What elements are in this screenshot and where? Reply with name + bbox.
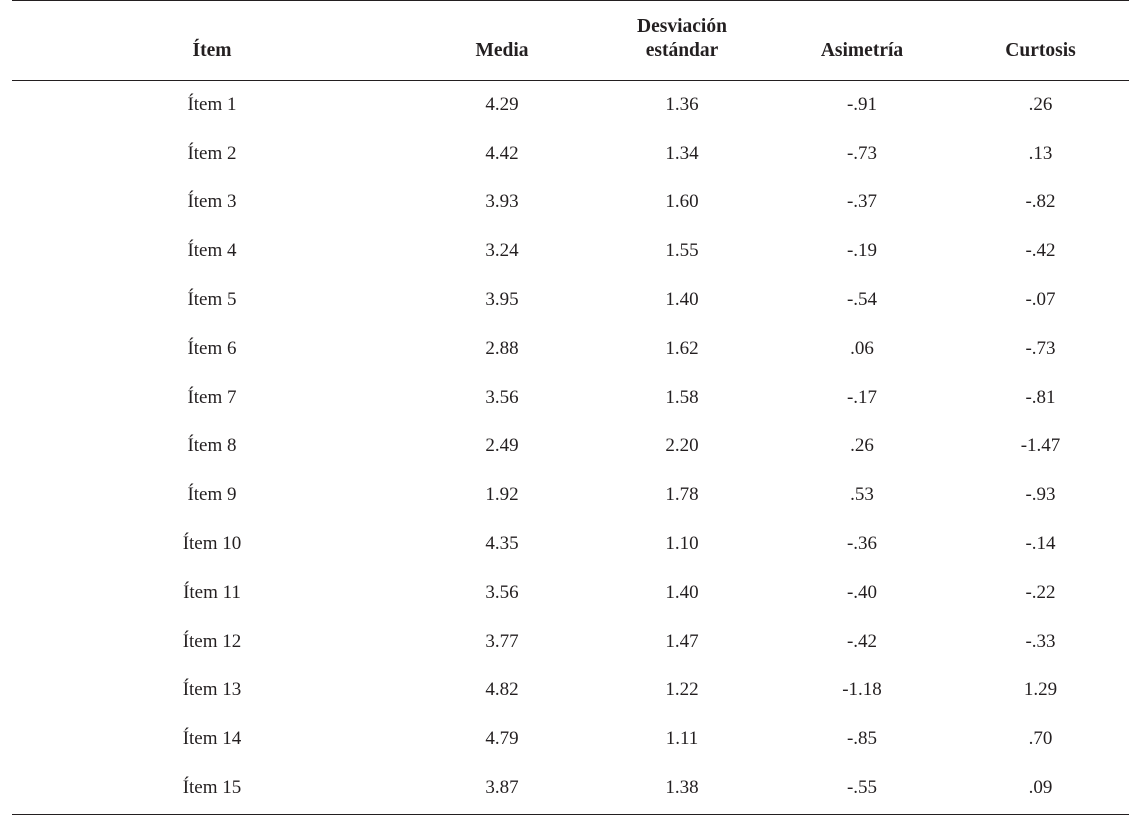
table-row — [12, 764, 1129, 814]
cell-desviacion: 1.34 — [665, 142, 699, 164]
cell-media: 4.42 — [485, 142, 519, 164]
cell-item: Ítem 3 — [187, 191, 237, 213]
cell-asimetria: .26 — [850, 435, 874, 457]
cell-media: 2.49 — [485, 435, 519, 457]
cell-curtosis: -.82 — [1025, 191, 1056, 213]
table-row — [12, 569, 1129, 618]
cell-media: 2.88 — [485, 337, 519, 359]
cell-item: Ítem 1 — [187, 93, 237, 115]
column-header-item: Ítem — [12, 1, 412, 81]
table-row — [12, 227, 1129, 276]
cell-curtosis: -.81 — [1025, 386, 1056, 408]
cell-curtosis: .26 — [1028, 93, 1053, 115]
cell-media: 3.56 — [485, 581, 519, 603]
cell-desviacion: 1.10 — [665, 532, 699, 554]
cell-media: 3.24 — [485, 240, 519, 262]
cell-desviacion: 1.62 — [665, 337, 699, 359]
cell-asimetria: -.19 — [846, 240, 878, 262]
cell-curtosis: -.73 — [1025, 337, 1056, 359]
table-row — [12, 520, 1129, 569]
cell-item: Ítem 11 — [183, 581, 241, 603]
cell-item: Ítem 10 — [182, 532, 242, 554]
cell-asimetria: -.36 — [846, 532, 878, 554]
cell-asimetria: .53 — [850, 484, 874, 506]
cell-media: 1.92 — [485, 484, 519, 506]
cell-item: Ítem 8 — [187, 435, 237, 457]
cell-desviacion: 1.40 — [665, 288, 699, 310]
cell-desviacion: 1.47 — [665, 630, 699, 652]
table-header — [12, 1, 1129, 81]
cell-item: Ítem 14 — [182, 728, 242, 750]
cell-desviacion: 1.22 — [665, 679, 699, 701]
cell-curtosis: 1.29 — [1023, 679, 1058, 701]
cell-asimetria: -.54 — [846, 288, 878, 310]
cell-asimetria: -.85 — [846, 728, 878, 750]
cell-item: Ítem 9 — [187, 484, 237, 506]
cell-media: 3.56 — [485, 386, 519, 408]
cell-item: Ítem 7 — [187, 386, 237, 408]
cell-desviacion: 1.60 — [665, 191, 699, 213]
cell-curtosis: -1.47 — [1020, 435, 1061, 457]
cell-curtosis: .09 — [952, 764, 1129, 814]
cell-asimetria: -.37 — [846, 191, 878, 213]
table-row — [12, 666, 1129, 715]
column-header-media: Media — [412, 1, 592, 81]
cell-asimetria: -.40 — [846, 581, 878, 603]
cell-item: Ítem 12 — [182, 630, 242, 652]
cell-desviacion: 1.11 — [665, 728, 699, 750]
cell-item: Ítem 15 — [12, 764, 412, 814]
cell-curtosis: .13 — [1028, 142, 1053, 164]
cell-item: Ítem 5 — [187, 288, 237, 310]
table-row — [12, 325, 1129, 374]
cell-item: Ítem 2 — [187, 142, 237, 164]
cell-desviacion: 2.20 — [665, 435, 699, 457]
cell-desviacion: 1.58 — [665, 386, 699, 408]
cell-media: 3.87 — [412, 764, 592, 814]
table-row — [12, 276, 1129, 325]
cell-media: 3.93 — [485, 191, 519, 213]
cell-desviacion: 1.38 — [592, 764, 772, 814]
table-row — [12, 422, 1129, 471]
descriptive-statistics-table — [12, 0, 1129, 815]
table-header-row — [12, 1, 1129, 81]
cell-media: 4.35 — [485, 532, 519, 554]
table-row — [12, 471, 1129, 520]
cell-asimetria: -1.18 — [842, 679, 882, 701]
cell-item: Ítem 13 — [182, 679, 242, 701]
table-row — [12, 178, 1129, 227]
cell-desviacion: 1.78 — [665, 484, 699, 506]
cell-asimetria: -.91 — [846, 93, 878, 115]
column-header-desviacion-line1: Desviación — [637, 16, 727, 37]
cell-media: 4.79 — [485, 728, 519, 750]
cell-media: 3.95 — [485, 288, 519, 310]
cell-curtosis: -.93 — [1025, 484, 1056, 506]
cell-curtosis: -.22 — [1025, 581, 1056, 603]
cell-asimetria: -.73 — [846, 142, 878, 164]
column-header-curtosis: Curtosis — [952, 1, 1129, 81]
cell-curtosis: .70 — [1028, 728, 1053, 750]
cell-curtosis: -.07 — [1025, 288, 1056, 310]
cell-media: 4.82 — [485, 679, 519, 701]
cell-media: 3.77 — [485, 630, 519, 652]
column-header-desviacion-estandar — [592, 1, 772, 81]
cell-asimetria: -.55 — [772, 764, 952, 814]
column-header-desviacion-line2: estándar — [645, 40, 719, 62]
cell-asimetria: -.17 — [846, 386, 878, 408]
cell-curtosis: -.14 — [1025, 532, 1056, 554]
table-row — [12, 80, 1129, 129]
table-row — [12, 130, 1129, 179]
table-body — [12, 80, 1129, 814]
table-row — [12, 618, 1129, 667]
cell-desviacion: 1.55 — [665, 240, 699, 262]
cell-item: Ítem 6 — [187, 337, 237, 359]
cell-item: Ítem 4 — [187, 240, 237, 262]
cell-curtosis: -.33 — [1025, 630, 1056, 652]
cell-asimetria: -.42 — [846, 630, 878, 652]
cell-curtosis: -.42 — [1025, 240, 1056, 262]
cell-asimetria: .06 — [850, 337, 874, 359]
column-header-asimetria: Asimetría — [772, 1, 952, 81]
cell-desviacion: 1.36 — [665, 93, 699, 115]
cell-media: 4.29 — [485, 93, 519, 115]
table-row — [12, 715, 1129, 764]
cell-desviacion: 1.40 — [665, 581, 699, 603]
table-row — [12, 374, 1129, 423]
